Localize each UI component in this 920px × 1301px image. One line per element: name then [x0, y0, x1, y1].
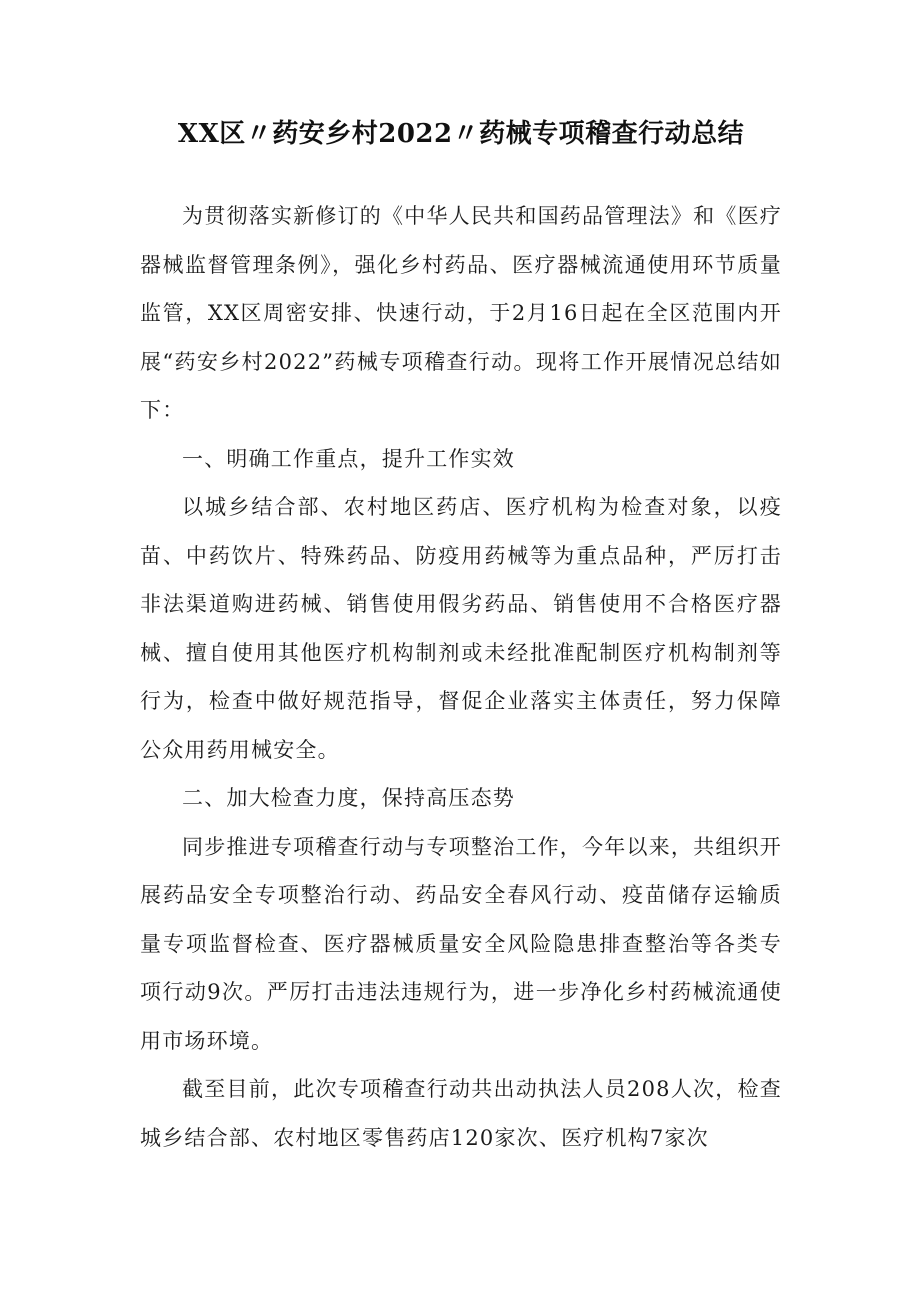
section-1-paragraph: 以城乡结合部、农村地区药店、医疗机构为检查对象，以疫苗、中药饮片、特殊药品、防疫用药械等为重点品种，严厉打击非法渠道购进药械、销售使用假劣药品、销售使用不合格医疗器械、擅自使用其他医疗机构制剂或未经批准配制医疗机构制剂等行为，检查中做好规范指导，督促企业落实主体责任，努力保障公众用药用械安全。	[140, 495, 782, 762]
intro-paragraph: 为贯彻落实新修订的《中华人民共和国药品管理法》和《医疗器械监督管理条例》，强化乡村药品、医疗器械流通使用环节质量监管，XX区周密安排、快速行动，于2月16日起在全区范围内开展“药安乡村2022”药械专项稽查行动。现将工作开展情况总结如下：	[140, 204, 782, 422]
section-2-paragraph-2: 截至目前，此次专项稽查行动共出动执法人员208人次，检查城乡结合部、农村地区零售药店120家次、医疗机构7家次	[140, 1077, 782, 1150]
section-1-heading: 一、明确工作重点，提升工作实效	[182, 446, 515, 471]
section-2-paragraph-1: 同步推进专项稽查行动与专项整治工作，今年以来，共组织开展药品安全专项整治行动、药品安全春风行动、疫苗储存运输质量专项监督检查、医疗器械质量安全风险隐患排查整治等各类专项行动9次。严厉打击违法违规行为，进一步净化乡村药械流通使用市场环境。	[140, 834, 782, 1053]
section-2-heading: 二、加大检查力度，保持高压态势	[182, 786, 515, 810]
document-title: XX区〃药安乡村2022〃药械专项稽查行动总结	[177, 119, 745, 149]
